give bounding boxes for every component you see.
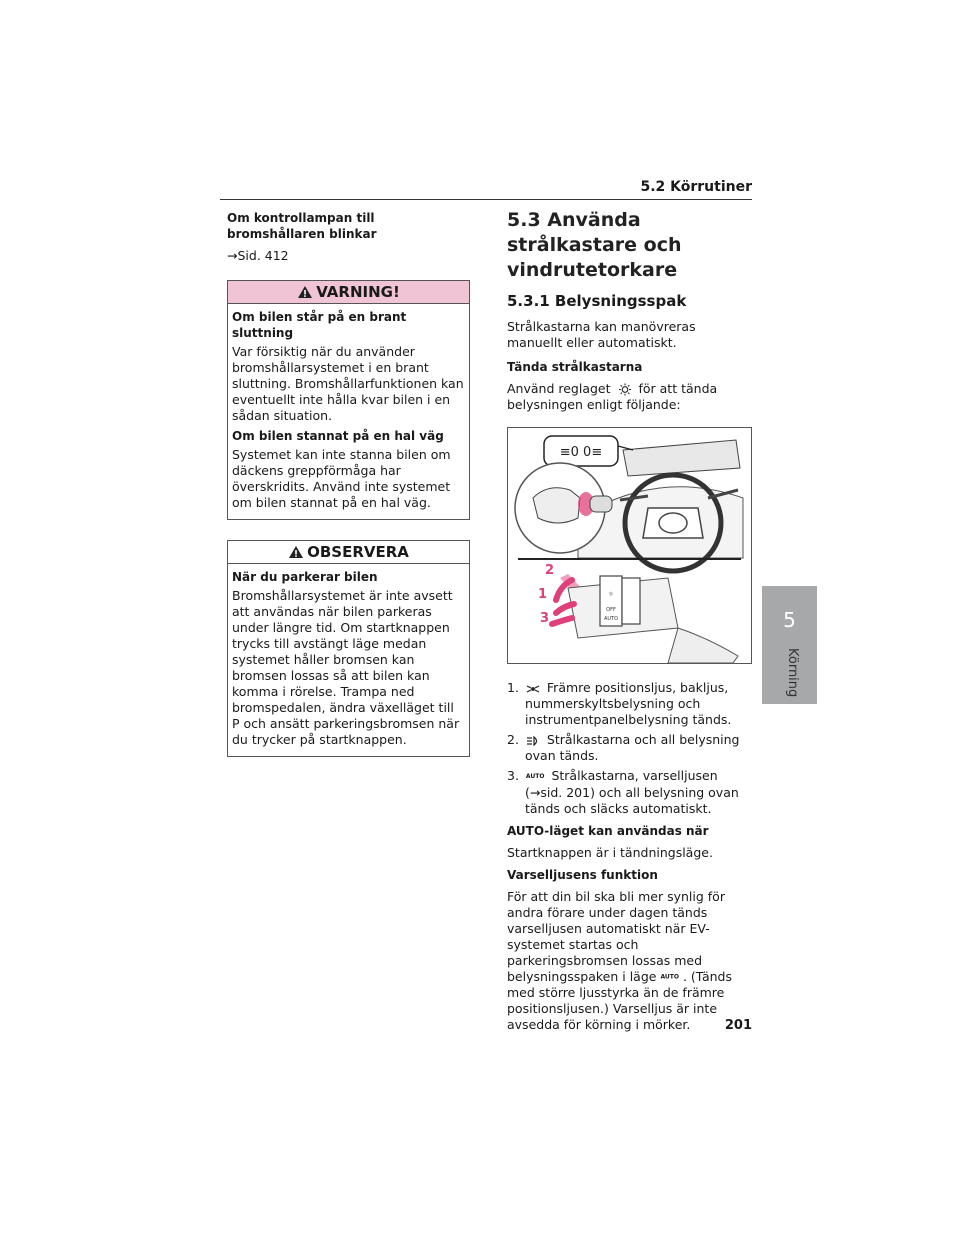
position-light-icon (526, 684, 540, 694)
drl-text-pre: För att din bil ska bli mer synlig för andra förare under dagen tänds varselljusen automatiskt när EV-systemet startas och parkeringsbromsen lossas med belysningsspaken i läge (507, 888, 725, 984)
auto-mode-heading: AUTO-läget kan användas när (507, 823, 709, 838)
list-item-text: Främre positionsljus, bakljus, nummerskyltsbelysning och instrumentpanelbelysning tänds. (525, 680, 732, 727)
list-item-text: Strålkastarna och all belysning ovan tänds. (525, 732, 740, 763)
chapter-tab (762, 586, 817, 704)
notice-heading: När du parkerar bilen (232, 570, 378, 584)
list-item-text: Strålkastarna, varselljusen (→sid. 201) och all belysning ovan tänds och släcks automatiskt. (525, 768, 739, 816)
headlight-icon (526, 736, 540, 746)
svg-text:OFF: OFF (606, 607, 616, 613)
auto-mode-text: Startknappen är i tändningsläge. (507, 844, 713, 860)
drl-text (507, 889, 752, 1034)
section-title: 5.3.1 Belysningsspak (507, 292, 687, 310)
warning-icon (297, 285, 313, 299)
drl-text-post: . (Tänds med större ljusstyrka än de främre positionsljusen.) Varselljus är inte avsedda för körning i mörker. (507, 968, 732, 1032)
warning-item-heading: Om bilen stannat på en hal väg (232, 429, 444, 443)
list-item (507, 680, 752, 728)
figure-illustration (508, 428, 751, 663)
chapter-number: 5 (783, 608, 796, 632)
section-header: 5.2 Körrutiner (640, 179, 752, 195)
page-number: 201 (724, 1018, 752, 1033)
page-reference: →Sid. 412 (227, 248, 289, 263)
usage-text (507, 381, 752, 413)
left-column (227, 210, 470, 777)
notice-text: Bromshållarsystemet är inte avsett att användas när bilen parkeras under längre tid. Om startknappen trycks till avstängt läge medan systemet håller bromsen kan bromsen lossas så att bilen kan komma i rörelse. Trampa ned bromspedalen, ändra växelläget till P och ansätt parkeringsbromsen när du trycker på startknappen. (232, 588, 460, 747)
notice-icon (288, 545, 304, 559)
chapter-title: 5.3 Använda strålkastare och vindrutetorkare (507, 209, 682, 281)
list-item-number: 2. (507, 732, 519, 747)
list-item-number: 1. (507, 680, 519, 695)
usage-text-post: för att tända belysningen enligt följande: (507, 381, 718, 412)
warning-item-text: Var försiktig när du använder bromshållarsystemet i en brant sluttning. Bromshållarfunktionen kan eventuellt inte hålla kvar bilen i en sådan situation. (232, 344, 464, 423)
notice-title: OBSERVERA (307, 543, 409, 561)
figure-label-2: 2 (545, 563, 555, 578)
svg-text:AUTO: AUTO (603, 616, 619, 622)
svg-text:☼: ☼ (608, 591, 614, 598)
notice-header (228, 541, 469, 564)
auto-icon: AUTO (660, 973, 679, 980)
warning-item-text: Systemet kan inte stanna bilen om däckens greppförmåga har överskridits. Använd inte systemet om bilen stannat på en hal väg. (232, 447, 451, 510)
auto-icon: AUTO (525, 772, 545, 780)
chapter-label: Körning (785, 648, 800, 698)
header-rule (220, 199, 752, 200)
figure-label-1: 1 (538, 587, 548, 602)
brake-hold-heading: Om kontrollampan till bromshållaren blinkar (227, 211, 377, 241)
figure-label-3: 3 (540, 611, 550, 626)
warning-header (228, 281, 469, 304)
drl-heading: Varselljusens funktion (507, 867, 658, 882)
list-item-number: 3. (507, 768, 519, 783)
warning-item-heading: Om bilen står på en brant sluttning (232, 310, 407, 340)
list-item (507, 768, 752, 817)
svg-text:≡0 0≡: ≡0 0≡ (559, 445, 603, 460)
warning-box (227, 280, 470, 520)
warning-title: VARNING! (316, 283, 400, 301)
notice-box (227, 540, 470, 757)
list-item (507, 732, 752, 764)
light-mode-list (507, 680, 752, 817)
usage-text-pre: Använd reglaget (507, 381, 611, 396)
light-switch-icon (618, 383, 632, 396)
subheading-turn-on: Tända strålkastarna (507, 360, 643, 374)
intro-text: Strålkastarna kan manövreras manuellt eller automatiskt. (507, 319, 696, 350)
light-switch-figure (507, 427, 752, 664)
right-column (507, 208, 752, 1039)
